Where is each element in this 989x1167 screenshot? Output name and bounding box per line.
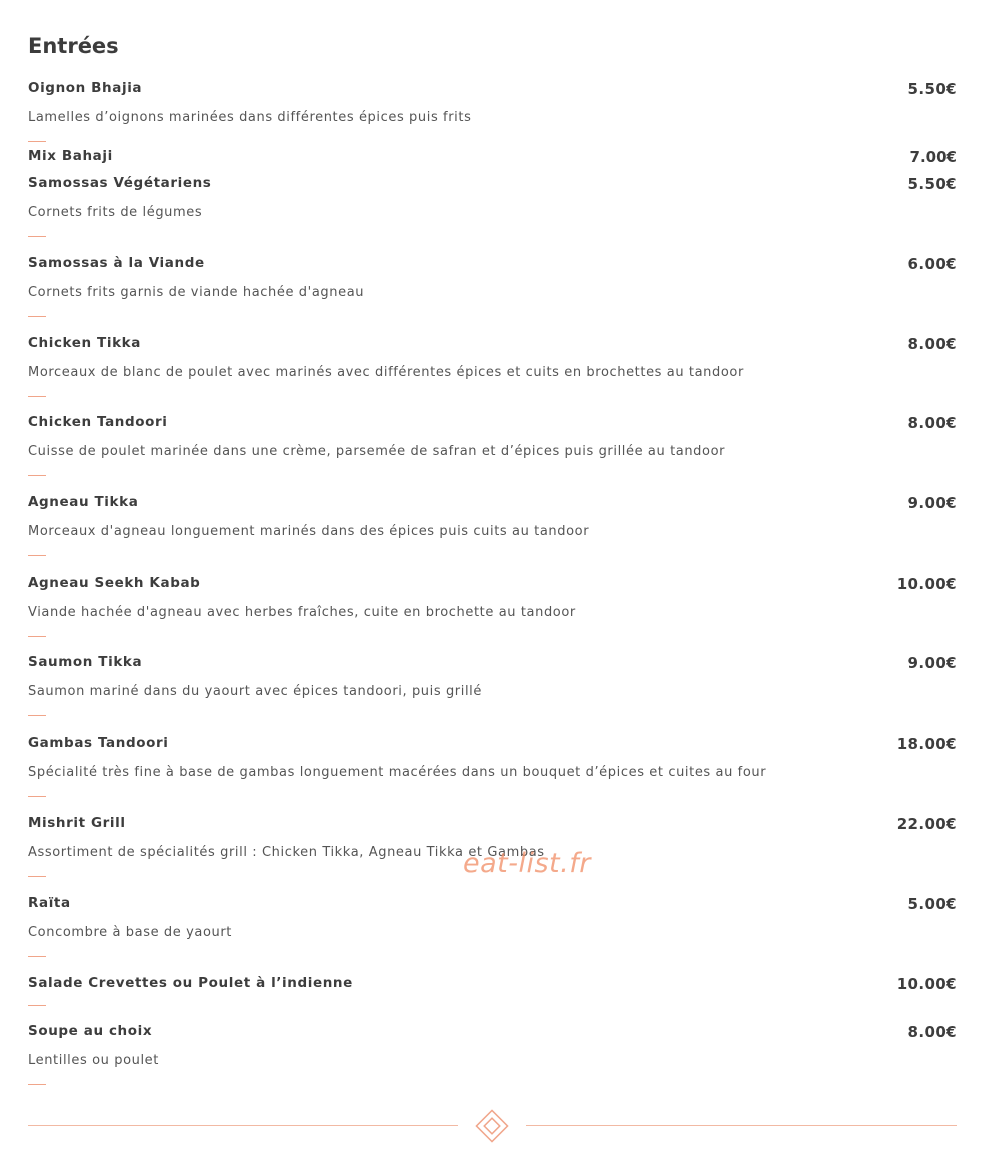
item-price: 9.00€ xyxy=(907,494,957,512)
partial-item-price: 7.00€ xyxy=(909,148,957,166)
item-separator xyxy=(28,555,46,556)
item-price: 5.50€ xyxy=(907,80,957,98)
item-description: Spécialité très fine à base de gambas longuement macérées dans un bouquet d’épices et cuites au four xyxy=(28,765,767,780)
item-name: Agneau Tikka xyxy=(28,494,139,510)
item-price: 22.00€ xyxy=(896,815,957,833)
item-separator xyxy=(28,475,46,476)
partial-menu-item xyxy=(28,148,957,166)
diamond-ornament-icon xyxy=(476,1110,508,1142)
item-separator xyxy=(28,141,46,142)
item-name: Raïta xyxy=(28,895,71,911)
item-separator xyxy=(28,316,46,317)
item-price: 6.00€ xyxy=(907,255,957,273)
item-description: Cuisse de poulet marinée dans une crème, parsemée de safran et d’épices puis grillée au tandoor xyxy=(28,444,726,459)
item-price: 8.00€ xyxy=(907,1023,957,1041)
item-price: 5.00€ xyxy=(907,895,957,913)
item-description: Cornets frits garnis de viande hachée d'agneau xyxy=(28,285,365,300)
item-description: Viande hachée d'agneau avec herbes fraîches, cuite en brochette au tandoor xyxy=(28,605,576,620)
section-title: Entrées xyxy=(28,34,119,58)
item-name: Salade Crevettes ou Poulet à l’indienne xyxy=(28,975,353,991)
item-description: Lamelles d’oignons marinées dans différentes épices puis frits xyxy=(28,110,472,125)
watermark: eat-list.fr xyxy=(463,848,591,879)
item-separator xyxy=(28,236,46,237)
item-name: Samossas Végétariens xyxy=(28,175,212,191)
item-name: Soupe au choix xyxy=(28,1023,153,1039)
item-separator xyxy=(28,396,46,397)
item-name: Mishrit Grill xyxy=(28,815,126,831)
item-separator xyxy=(28,715,46,716)
item-separator xyxy=(28,636,46,637)
footer-divider-left xyxy=(28,1125,458,1126)
item-name: Agneau Seekh Kabab xyxy=(28,575,201,591)
item-price: 18.00€ xyxy=(896,735,957,753)
item-price: 5.50€ xyxy=(907,175,957,193)
item-name: Samossas à la Viande xyxy=(28,255,205,271)
item-separator xyxy=(28,956,46,957)
item-separator xyxy=(28,876,46,877)
footer-divider-right xyxy=(526,1125,957,1126)
item-description: Morceaux de blanc de poulet avec marinés avec différentes épices et cuits en brochettes au tandoor xyxy=(28,365,744,380)
partial-item-name: Mix Bahaji xyxy=(28,148,113,164)
item-separator xyxy=(28,1005,46,1006)
item-price: 9.00€ xyxy=(907,654,957,672)
item-description: Saumon mariné dans du yaourt avec épices tandoori, puis grillé xyxy=(28,684,482,699)
item-price: 10.00€ xyxy=(896,575,957,593)
item-name: Saumon Tikka xyxy=(28,654,143,670)
item-description: Concombre à base de yaourt xyxy=(28,925,232,940)
item-separator xyxy=(28,796,46,797)
item-name: Gambas Tandoori xyxy=(28,735,169,751)
item-separator xyxy=(28,1084,46,1085)
item-price: 8.00€ xyxy=(907,335,957,353)
item-description: Assortiment de spécialités grill : Chicken Tikka, Agneau Tikka et Gambas xyxy=(28,845,545,860)
item-description: Cornets frits de légumes xyxy=(28,205,203,220)
item-name: Chicken Tikka xyxy=(28,335,141,351)
item-name: Oignon Bhajia xyxy=(28,80,143,96)
item-description: Morceaux d'agneau longuement marinés dans des épices puis cuits au tandoor xyxy=(28,524,590,539)
item-description: Lentilles ou poulet xyxy=(28,1053,159,1068)
item-name: Chicken Tandoori xyxy=(28,414,168,430)
item-price: 8.00€ xyxy=(907,414,957,432)
item-price: 10.00€ xyxy=(896,975,957,993)
